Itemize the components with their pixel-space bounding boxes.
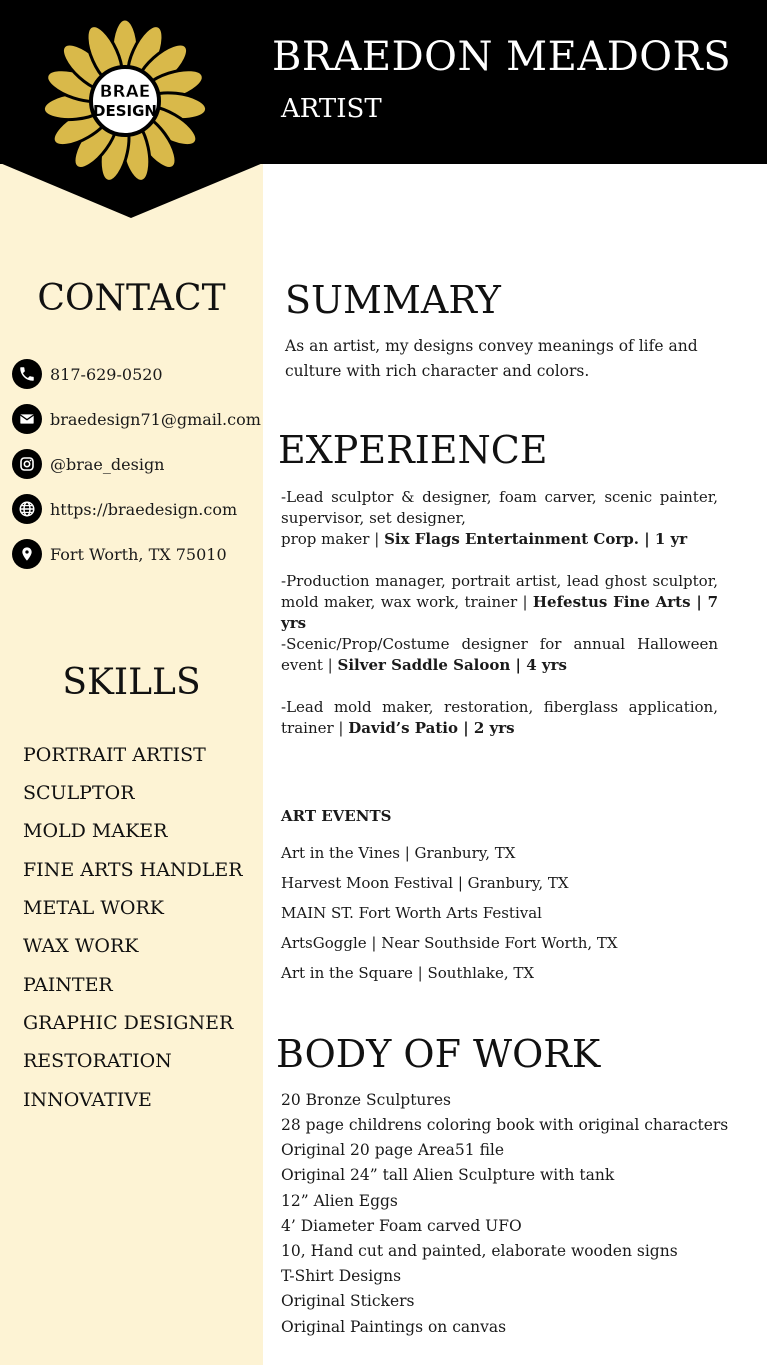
experience-heading: EXPERIENCE (278, 428, 548, 472)
experience-description: prop maker | (281, 530, 385, 548)
experience-item (281, 697, 718, 739)
skill-item: METAL WORK (23, 897, 164, 919)
art-event-item: Art in the Square | Southlake, TX (281, 964, 535, 982)
skill-item: GRAPHIC DESIGNER (23, 1012, 234, 1034)
art-event-item: Art in the Vines | Granbury, TX (281, 844, 516, 862)
person-role: ARTIST (281, 94, 382, 124)
art-event-item: Harvest Moon Festival | Granbury, TX (281, 874, 569, 892)
summary-heading: SUMMARY (285, 278, 501, 322)
experience-description: -Scenic/Prop/Costume designer for annual Halloween event | (281, 635, 718, 674)
experience-employer: Silver Saddle Saloon | 4 yrs (337, 656, 567, 674)
skills-heading: SKILLS (62, 662, 201, 703)
contact-location[interactable] (12, 539, 227, 569)
experience-description: -Production manager, portrait artist, lead ghost sculptor, mold maker, wax work, trainer | (281, 572, 718, 611)
skill-item: RESTORATION (23, 1050, 172, 1072)
work-item: T-Shirt Designs (281, 1267, 402, 1285)
experience-description: -Lead sculptor & designer, foam carver, scenic painter, supervisor, set designer, (281, 488, 718, 527)
contact-email-text: braedesign71@gmail.com (50, 409, 261, 429)
contact-website[interactable] (12, 494, 237, 524)
work-item: 20 Bronze Sculptures (281, 1091, 451, 1109)
skill-item: PORTRAIT ARTIST (23, 744, 206, 766)
instagram-icon (12, 449, 42, 479)
globe-icon (12, 494, 42, 524)
work-item: 28 page childrens coloring book with original characters (281, 1116, 729, 1134)
phone-icon (12, 359, 42, 389)
contact-email[interactable] (12, 404, 261, 434)
experience-employer: Hefestus Fine Arts | 7 yrs (281, 593, 719, 632)
logo-text-line2: DESIGN (93, 102, 157, 120)
contact-website-text: https://braedesign.com (50, 499, 238, 519)
art-event-item: MAIN ST. Fort Worth Arts Festival (281, 904, 542, 922)
contact-heading: CONTACT (37, 278, 226, 319)
contact-phone-text: 817-629-0520 (50, 364, 163, 384)
work-item: Original Stickers (281, 1292, 415, 1310)
location-pin-icon (12, 539, 42, 569)
contact-instagram-text: @brae_design (50, 454, 165, 474)
contact-phone[interactable] (12, 359, 163, 389)
body-of-work-heading: BODY OF WORK (276, 1032, 601, 1076)
art-events-heading: ART EVENTS (281, 807, 392, 825)
work-item: 10, Hand cut and painted, elaborate wooden signs (281, 1242, 678, 1260)
experience-item (281, 487, 718, 550)
skill-item: WAX WORK (23, 935, 139, 957)
skill-item: PAINTER (23, 974, 113, 996)
experience-item (281, 634, 718, 676)
logo-text-line1: BRAE (99, 82, 151, 102)
contact-instagram[interactable] (12, 449, 164, 479)
skill-item: MOLD MAKER (23, 820, 168, 842)
experience-description: -Lead mold maker, restoration, fiberglass application, trainer | (281, 698, 718, 737)
work-item: Original 20 page Area51 file (281, 1141, 505, 1159)
experience-item (281, 571, 718, 634)
work-item: 12” Alien Eggs (281, 1192, 398, 1210)
experience-employer: Six Flags Entertainment Corp. | 1 yr (384, 530, 688, 548)
work-item: Original 24” tall Alien Sculpture with tank (281, 1166, 615, 1184)
skill-item: INNOVATIVE (23, 1089, 152, 1111)
work-item: 4’ Diameter Foam carved UFO (281, 1217, 522, 1235)
brae-design-logo (40, 16, 210, 186)
skill-item: FINE ARTS HANDLER (23, 859, 243, 881)
work-item: Original Paintings on canvas (281, 1318, 507, 1336)
mail-icon (12, 404, 42, 434)
experience-employer: David’s Patio | 2 yrs (348, 719, 515, 737)
contact-location-text: Fort Worth, TX 75010 (50, 544, 227, 564)
skill-item: SCULPTOR (23, 782, 135, 804)
art-event-item: ArtsGoggle | Near Southside Fort Worth, TX (281, 934, 618, 952)
summary-text: As an artist, my designs convey meanings of life and culture with rich character and colors. (285, 337, 698, 380)
person-name: BRAEDON MEADORS (272, 34, 732, 80)
